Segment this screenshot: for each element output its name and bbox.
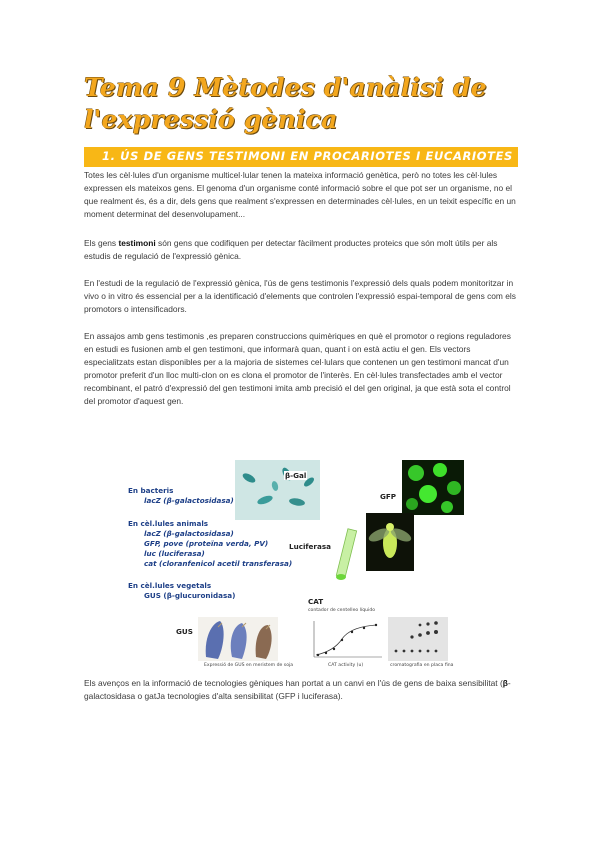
- tlc-plate-image: [388, 617, 448, 661]
- cat-curve-image: [306, 617, 386, 665]
- section-heading: 1. ÚS DE GENS TESTIMONI EN PROCARIOTES I EUCARIOTES: [102, 149, 513, 163]
- text: -galactosidasa o gatJa tecnologies d'alta sensibilitat (GFP i luciferasa).: [84, 678, 511, 701]
- bold-term: testimoni: [118, 238, 156, 248]
- gus-caption: Expressió de GUS en meristem de soja: [204, 663, 294, 668]
- animal-item: luc (luciferasa): [144, 549, 205, 558]
- cat-activity-caption: CAT activity (u): [328, 663, 364, 668]
- animal-heading: En cèl.lules animals: [128, 519, 209, 528]
- plant-item: GUS (β-glucuronidasa): [144, 591, 236, 600]
- paragraph-study: En l'estudi de la regulació de l'expressió gènica, l'ús de gens testimonis l'expressió dels quals podem monitoritzar in vivo o in vitro és essencial per a la identificació d'elements que controlen l'expressió espai-temporal de gens com els promotors o intensificadors.: [84, 278, 516, 314]
- reporter-genes-figure: [118, 455, 468, 670]
- text: Els gens: [84, 238, 119, 248]
- gus-label: GUS: [176, 627, 193, 636]
- paragraph-advances: [84, 677, 518, 703]
- text: són gens que codifiquen per detectar fàcilment productes proteics que són molt útils per als estudis de regulació de l'expressió gènica.: [84, 238, 498, 261]
- bacteria-heading: En bacteris: [128, 486, 174, 495]
- luciferase-tube-image: [320, 525, 365, 585]
- paragraph-reporter-genes: [84, 237, 518, 263]
- page-title: Tema 9 Mètodes d'anàlisi de l'expressió gènica: [84, 73, 487, 134]
- bold-term: β: [502, 678, 508, 688]
- cat-subtitle: contador de centelleo líquido: [308, 608, 376, 613]
- gfp-fly-image: [366, 513, 414, 571]
- paragraph-assays: En assajos amb gens testimonis ,es preparen construccions quimèriques en què el promotor o regions reguladores en estudi es fusionen amb el gen testimoni, que informarà quan, quant i on està actiu el gen. Els vectors especialitzats estan disponibles per a la majoria de sistemes cel·lulars que contenen un gen testimoni mancat d'un promotor preferit d'un lloc multi-clon on es clona el promotor de l'interès. En cèl·lules transfectades amb el vector recombinant, el patró d'expressió del gen testimoni imita amb precisió el del gen original, ja que està sota el control del promotor d'aquest gen.: [84, 331, 511, 406]
- bacteria-item: lacZ (β-galactosidasa): [144, 496, 234, 505]
- luciferase-label: Luciferasa: [289, 542, 331, 551]
- plant-heading: En cèl.lules vegetals: [128, 581, 212, 590]
- gfp-cells-image: [402, 460, 464, 515]
- bgal-label: β-Gal: [285, 471, 307, 480]
- text: Els avenços en la informació de tecnologies gèniques han portat a un canvi en l'ús de gens de baixa sensibilitat (: [84, 678, 503, 688]
- cat-label: CAT: [308, 597, 324, 606]
- gus-plant-image: [198, 617, 278, 661]
- section-heading-bar: [84, 147, 518, 167]
- paragraph-intro: Totes les cèl·lules d'un organisme multicel·lular tenen la mateixa informació genètica, però no totes les cèl·lules expressen els mateixos gens. El genoma d'un organisme conté informació sobre el que pot ser un organisme, no el que realment és, és a dir, dels gens que realment s'expressen en determinades cèl·lules, en un teixit específic en un moment determinat del desenvolupament...: [84, 170, 516, 219]
- animal-item: cat (cloranfenicol acetil transferasa): [144, 559, 293, 568]
- gfp-label: GFP: [380, 492, 397, 501]
- animal-item: lacZ (β-galactosidasa): [144, 529, 234, 538]
- tlc-caption: cromatografia en placa fina: [390, 663, 454, 668]
- bgal-bacteria-image: [235, 460, 320, 520]
- animal-item: GFP, pove (proteïna verda, PV): [144, 539, 269, 548]
